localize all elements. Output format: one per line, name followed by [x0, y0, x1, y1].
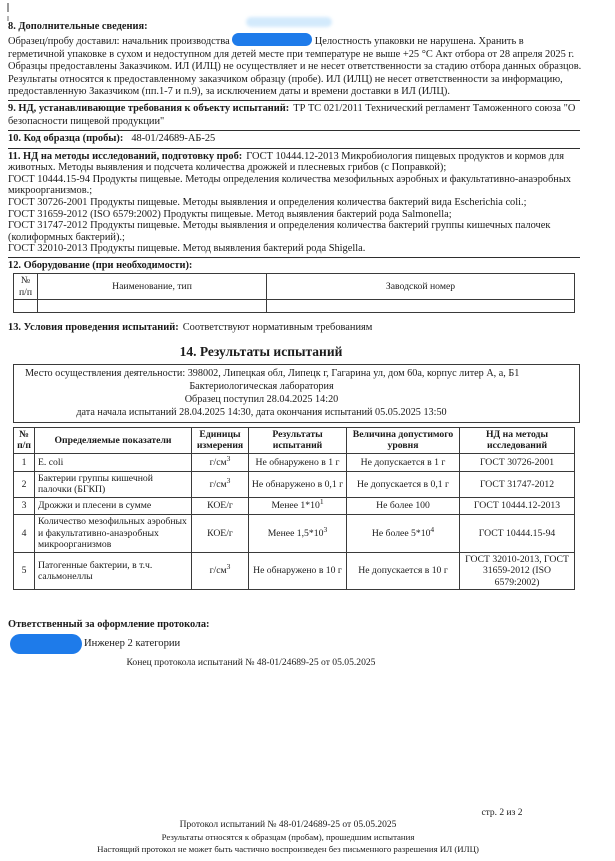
method-standard-entry: ГОСТ 10444.12-2013 Микробиология пищевых продуктов и кормов для животных. Методы выявления и подсчета количества дрожжей и плесневых грибов (с Поправкой); — [8, 150, 565, 174]
section-9-text: ТР ТС 021/2011 Технический регламент Таможенного союза "О безопасности пищевой продукции" — [8, 103, 576, 127]
row-num: 3 — [14, 497, 35, 514]
results-col-method: НД на методы исследований — [460, 427, 575, 453]
limit-cell: Не допускается в 1 г — [347, 453, 460, 471]
results-col-unit: Единицы измерения — [192, 427, 249, 453]
table-row — [14, 453, 575, 471]
section-13 — [8, 322, 582, 334]
scan-artifact-mark — [7, 3, 9, 12]
section-8-paragraph-2: Образцы предоставлены Заказчиком. ИЛ (ИЛЦ) не осуществляет и не несет ответственности за стадию отбора данных образцов. Результаты относятся к предоставленному заказчиком образцу (пробе). ИЛ (ИЛЦ) не несет ответственности за информацию, предоставленную Заказчиком (пп.1-7 и п.9), за исключением даты и времени доставки в ИЛ (ИЛЦ). — [8, 61, 582, 98]
table-row — [14, 514, 575, 552]
page-number: стр. 2 из 2 — [481, 808, 523, 818]
row-num: 2 — [14, 471, 35, 497]
equipment-col-serial: Заводской номер — [267, 274, 575, 300]
section-11-label: 11. НД на методы исследований, подготовку проб: — [8, 150, 243, 162]
lab-info-box — [13, 364, 580, 423]
results-table-header-row — [14, 427, 575, 453]
section-10 — [8, 133, 582, 145]
engineer-position: Инженер 2 категории — [84, 638, 181, 650]
result-cell: Не обнаружено в 10 г — [249, 552, 347, 590]
indicator-cell: Дрожжи и плесени в сумме — [35, 497, 192, 514]
method-standard-entry: ГОСТ 31747-2012 Продукты пищевые. Методы выявления и определения количества бактерий группы кишечных палочек (колиформных бактерий).; — [8, 220, 551, 243]
section-divider — [8, 148, 580, 149]
equipment-table-header-row — [14, 274, 575, 300]
unit-cell: $г/см^3$ — [192, 552, 249, 590]
section-8-line1-suffix: Целостность упаковки не нарушена. Хранить в герметичной упаковке в сухом и недоступном для детей месте при температуре не выше +25 °C Акт отбора от 28 апреля 2025 г. — [8, 36, 575, 60]
section-13-label: 13. Условия проведения испытаний: — [8, 322, 179, 334]
redaction-box-signature — [10, 634, 82, 654]
unit-cell: КОЕ/г — [192, 514, 249, 552]
protocol-end-line: Конец протокола испытаний № 48-01/24689-25 от 05.05.2025 — [126, 657, 376, 668]
redaction-box-name — [232, 33, 312, 46]
method-standard-entry: ГОСТ 31659-2012 (ISO 6579:2002) Продукты пищевые. Метод выявления бактерий рода Salmonella; — [8, 208, 452, 220]
method-cell: ГОСТ 10444.12-2013 — [460, 497, 575, 514]
results-col-indicator: Определяемые показатели — [35, 427, 192, 453]
method-cell: ГОСТ 31747-2012 — [460, 471, 575, 497]
test-dates-line: дата начала испытаний 28.04.2025 14:30, дата окончания испытаний 05.05.2025 13:50 — [76, 406, 447, 418]
indicator-cell: Количество мезофильных аэробных и факультативно-анаэробных микроорганизмов — [35, 514, 192, 552]
table-row — [14, 552, 575, 590]
section-divider — [8, 130, 580, 131]
responsible-label: Ответственный за оформление протокола: — [8, 619, 210, 630]
row-num: 4 — [14, 514, 35, 552]
equipment-col-num: № п/п — [14, 274, 38, 300]
indicator-cell: Патогенные бактерии, в т.ч. сальмонеллы — [35, 552, 192, 590]
results-col-num: № п/п — [14, 427, 35, 453]
result-cell: Не обнаружено в 1 г — [249, 453, 347, 471]
footer-protocol-line: Протокол испытаний № 48-01/24689-25 от 05.05.2025 — [179, 820, 397, 830]
equipment-table — [13, 273, 575, 313]
indicator-cell: E. coli — [35, 453, 192, 471]
section-13-text: Соответствуют нормативным требованиям — [182, 322, 373, 334]
sample-received-line: Образец поступил 28.04.2025 14:20 — [184, 393, 339, 405]
method-standard-entry: ГОСТ 30726-2001 Продукты пищевые. Методы выявления и определения количества бактерий вида Escherichia coli.; — [8, 197, 527, 209]
limit-cell: Не допускается в 0,1 г — [347, 471, 460, 497]
result-cell: Менее $1*10^1$ — [249, 497, 347, 514]
method-cell: ГОСТ 32010-2013, ГОСТ 31659-2012 (ISO 6579:2002) — [460, 552, 575, 590]
unit-cell: КОЕ/г — [192, 497, 249, 514]
results-col-limit: Величина допустимого уровня — [347, 427, 460, 453]
result-cell: Не обнаружено в 0,1 г — [249, 471, 347, 497]
section-11 — [8, 151, 582, 255]
row-num: 5 — [14, 552, 35, 590]
result-cell: Менее $1,5*10^3$ — [249, 514, 347, 552]
equipment-cell-empty — [38, 300, 267, 313]
method-standard-entry: ГОСТ 10444.15-94 Продукты пищевые. Методы определения количества мезофильных аэробных и факультативно-анаэробных микроорганизмов.; — [8, 173, 572, 197]
method-cell: ГОСТ 10444.15-94 — [460, 514, 575, 552]
section-8-title: 8. Дополнительные сведения: — [8, 21, 148, 32]
results-section-title: 14. Результаты испытаний — [179, 343, 343, 359]
section-9 — [8, 103, 582, 128]
unit-cell: $г/см^3$ — [192, 453, 249, 471]
equipment-cell-empty — [14, 300, 38, 313]
section-divider — [8, 100, 580, 101]
method-standard-entry: ГОСТ 32010-2013 Продукты пищевые. Метод выявления бактерий рода Shigella. — [8, 243, 366, 255]
section-10-label: 10. Код образца (пробы): — [8, 133, 124, 145]
method-cell: ГОСТ 30726-2001 — [460, 453, 575, 471]
table-row — [14, 497, 575, 514]
row-num: 1 — [14, 453, 35, 471]
section-8-paragraph-1 — [8, 33, 582, 61]
limit-cell: Не допускается в 10 г — [347, 552, 460, 590]
section-9-label: 9. НД, устанавливающие требования к объекту испытаний: — [8, 103, 290, 115]
section-12-label: 12. Оборудование (при необходимости): — [8, 260, 193, 271]
sample-code-value: 48-01/24689-АБ-25 — [131, 133, 216, 145]
activity-place-line: Место осуществления деятельности: 398002, Липецкая обл, Липецк г, Гагарина ул, дом 60а, корпус литер А, а, Б1 — [25, 367, 520, 379]
limit-cell: Не более 100 — [347, 497, 460, 514]
footer-results-line: Результаты относятся к образцам (пробам), прошедшим испытания — [161, 831, 415, 842]
section-8-line1-prefix: Образец/пробу доставил: начальник производства — [8, 36, 230, 48]
indicator-cell: Бактерии группы кишечной палочки (БГКП) — [35, 471, 192, 497]
equipment-table-empty-row — [14, 300, 575, 313]
limit-cell: Не более $5*10^4$ — [347, 514, 460, 552]
page-footer — [0, 820, 576, 855]
section-divider — [8, 257, 580, 258]
unit-cell: $г/см^3$ — [192, 471, 249, 497]
signature-block — [8, 619, 582, 658]
equipment-col-name: Наименование, тип — [38, 274, 267, 300]
table-row — [14, 471, 575, 497]
laboratory-name-line: Бактериологическая лаборатория — [189, 380, 334, 392]
footer-copy-line: Настоящий протокол не может быть частично воспроизведен без письменного разрешения ИЛ (ИЛЦ) — [97, 843, 479, 854]
equipment-cell-empty — [267, 300, 575, 313]
results-table — [13, 427, 575, 591]
results-col-result: Результаты испытаний — [249, 427, 347, 453]
